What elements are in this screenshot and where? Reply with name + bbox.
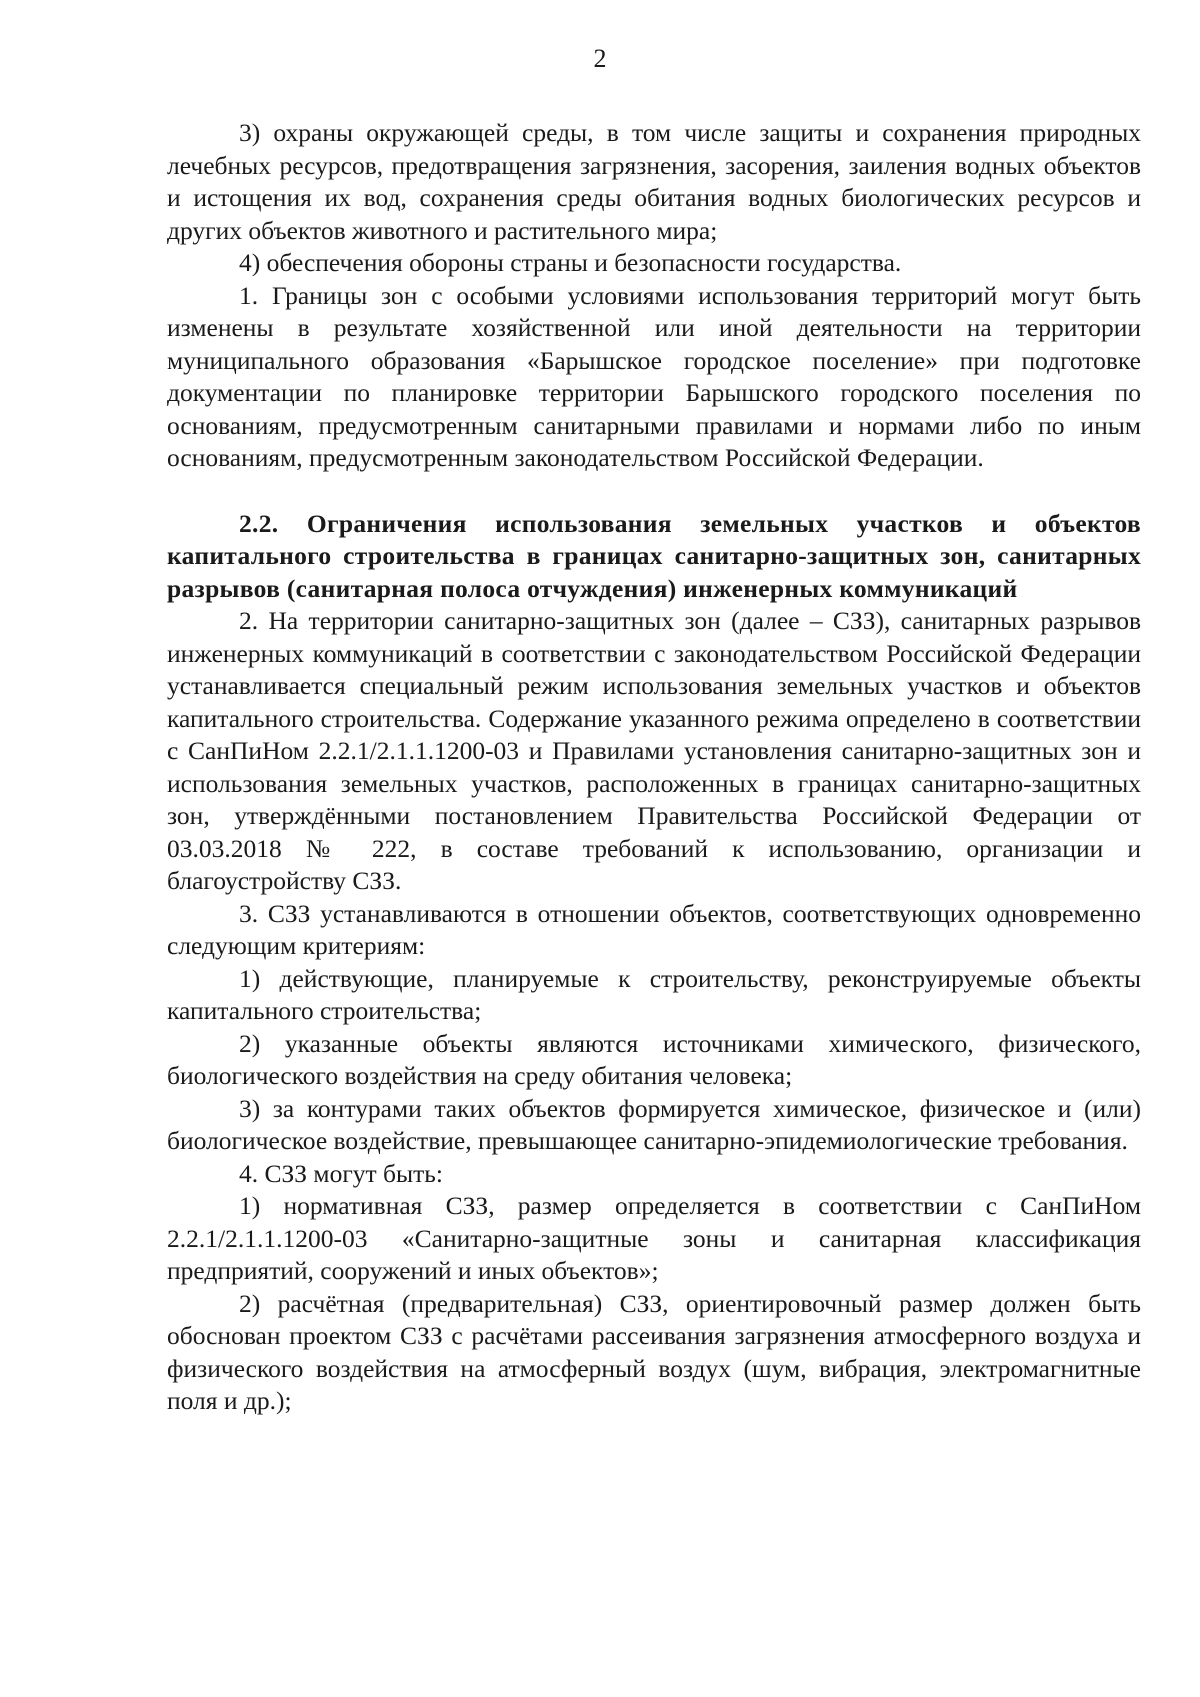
paragraph-type-2-calculated: 2) расчётная (предварительная) СЗЗ, ориентировочный размер должен быть обоснован проектом СЗЗ с расчётами рассеивания загрязнения атмосферного воздуха и физического воздействия на атмосферный воздух (шум, вибрация, электромагнитные поля и др.); bbox=[167, 1288, 1141, 1415]
paragraph-criterion-1: 1) действующие, планируемые к строительству, реконструируемые объекты капитального строительства; bbox=[167, 963, 1141, 1025]
page-number: 2 bbox=[593, 44, 607, 73]
section-heading-2-2: 2.2. Ограничения использования земельных участков и объектов капитального строительства в границах санитарно-защитных зон, санитарных разрывов (санитарная полоса отчуждения) инженерных коммуникаций bbox=[167, 508, 1141, 603]
paragraph-criterion-2: 2) указанные объекты являются источниками химического, физического, биологического воздействия на среду обитания человека; bbox=[167, 1028, 1141, 1090]
paragraph-item-3-environment: 3) охраны окружающей среды, в том числе защиты и сохранения природных лечебных ресурсов, предотвращения загрязнения, засорения, заиления водных объектов и истощения их вод, сохранения среды обитания водных биологических ресурсов и других объектов животного и растительного мира; bbox=[167, 118, 1141, 245]
document-body bbox=[167, 117, 1141, 1418]
paragraph-clause-2-sanitary-zones: 2. На территории санитарно-защитных зон (далее – СЗЗ), санитарных разрывов инженерных коммуникаций в соответствии с законодательством Российской Федерации устанавливается специальный режим использования земельных участков и объектов капитального строительства. Содержание указанного режима определено в соответствии с СанПиНом 2.2.1/2.1.1.1200-03 и Правилами установления санитарно-защитных зон и использования земельных участков, расположенных в границах санитарно-защитных зон, утверждёнными постановлением Правительства Российской Федерации от 03.03.2018 № 222, в составе требований к использованию, организации и благоустройству СЗЗ. bbox=[167, 606, 1141, 895]
paragraph-criterion-3: 3) за контурами таких объектов формируется химическое, физическое и (или) биологическое воздействие, превышающее санитарно-эпидемиологические требования. bbox=[167, 1093, 1141, 1155]
paragraph-item-4-defense: 4) обеспечения обороны страны и безопасности государства. bbox=[239, 248, 902, 277]
paragraph-type-1-normative: 1) нормативная СЗЗ, размер определяется в соответствии с СанПиНом 2.2.1/2.1.1.1200-03 «Санитарно-защитные зоны и санитарная классификация предприятий, сооружений и иных объектов»; bbox=[167, 1191, 1141, 1285]
paragraph-clause-1-boundaries: 1. Границы зон с особыми условиями использования территорий могут быть изменены в результате хозяйственной или иной деятельности на территории муниципального образования «Барышское городское поселение» при подготовке документации по планировке территории Барышского городского поселения по основаниям, предусмотренным санитарными правилами и нормами либо по иным основаниям, предусмотренным законодательством Российской Федерации. bbox=[167, 280, 1141, 472]
paragraph-clause-4-types: 4. СЗЗ могут быть: bbox=[239, 1158, 444, 1188]
paragraph-clause-3-criteria: 3. СЗЗ устанавливаются в отношении объектов, соответствующих одновременно следующим критериям: bbox=[167, 898, 1141, 960]
